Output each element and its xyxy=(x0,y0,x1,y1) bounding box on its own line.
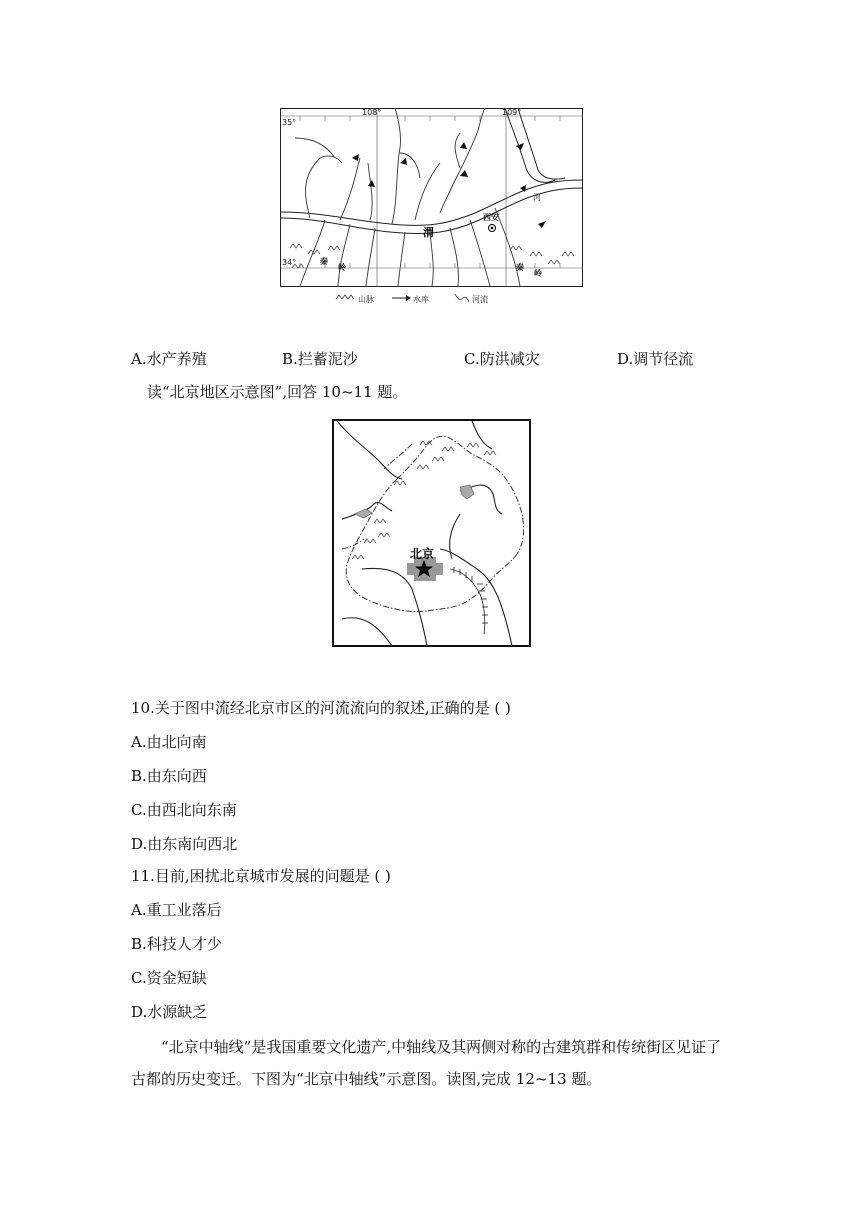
q11-option-b: B.科技人才少 xyxy=(131,935,222,953)
q11-option-c: C.资金短缺 xyxy=(131,969,207,987)
q10-stem: 10.关于图中流经北京市区的河流流向的叙述,正确的是 ( ) xyxy=(131,699,511,717)
beijing-map-svg xyxy=(332,419,531,647)
intro-12-13-line2: 古都的历史变迁。下图为“北京中轴线”示意图。读图,完成 12~13 题。 xyxy=(131,1070,602,1088)
map1-legend xyxy=(336,294,488,304)
q9-option-a: A.水产养殖 xyxy=(131,350,207,368)
q10-option-b: B.由东向西 xyxy=(131,767,207,785)
lon-label-left: 108° xyxy=(362,108,382,117)
q9-option-d: D.调节径流 xyxy=(617,350,694,368)
q9-option-c: C.防洪减灾 xyxy=(464,350,540,368)
legend-reservoir-label: 水库 xyxy=(413,295,429,304)
legend-mountain-label: 山脉 xyxy=(358,295,374,304)
q11-option-a: A.重工业落后 xyxy=(131,901,222,919)
q10-option-d: D.由东南向西北 xyxy=(131,835,238,853)
qinling-label-4: 岭 xyxy=(534,269,542,278)
legend-mountain-icon xyxy=(336,295,354,299)
lat-label-bottom: 34° xyxy=(282,258,297,267)
intro-12-13-line1: “北京中轴线”是我国重要文化遗产,中轴线及其两侧对称的古建筑群和传统街区见证了 xyxy=(161,1038,722,1056)
wei-river-label: 渭 xyxy=(423,226,434,239)
beijing-map-figure xyxy=(332,419,531,647)
lon-label-right: 109° xyxy=(502,108,522,117)
legend-river-icon xyxy=(455,294,469,302)
q11-option-d: D.水源缺乏 xyxy=(131,1003,208,1021)
qinling-label-3: 秦 xyxy=(516,263,524,272)
lat-label-top: 35° xyxy=(282,118,297,127)
q11-stem: 11.目前,困扰北京城市发展的问题是 ( ) xyxy=(131,867,391,885)
legend-river-label: 河流 xyxy=(472,295,488,304)
xian-label: 西安 xyxy=(483,213,499,222)
q10-option-a: A.由北向南 xyxy=(131,733,207,751)
q9-option-b: B.拦蓄泥沙 xyxy=(282,350,358,368)
he-river-label: 河 xyxy=(533,193,541,202)
q10-option-c: C.由西北向东南 xyxy=(131,801,237,819)
intro-10-11: 读“北京地区示意图”,回答 10~11 题。 xyxy=(147,383,408,401)
weihe-map-svg xyxy=(280,108,583,308)
qinling-label-2: 岭 xyxy=(338,263,346,272)
beijing-label: 北京 xyxy=(410,547,435,561)
weihe-map-figure xyxy=(280,108,583,308)
qinling-label-1: 秦 xyxy=(320,257,328,266)
